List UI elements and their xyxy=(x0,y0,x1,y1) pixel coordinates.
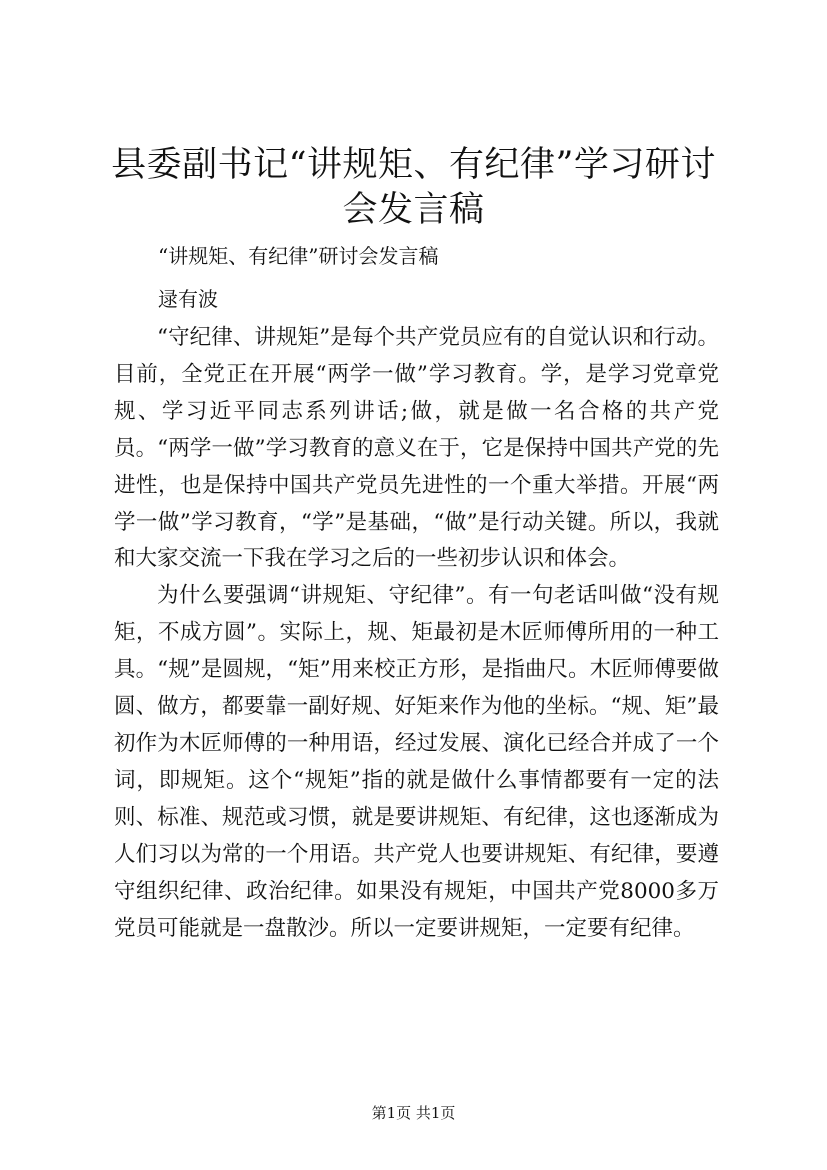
body-paragraph: 为什么要强调“讲规矩、守纪律”。有一句老话叫做“没有规矩，不成方圆”。实际上，规、矩最初是木匠师傅所用的一种工具。“规”是圆规，“矩”用来校正方形，是指曲尺。木匠师傅要做圆、做方，都要靠一副好规、好矩来作为他的坐标。“规、矩”最初作为木匠师傅的一种用语，经过发展、演化已经合并成了一个词，即规矩。这个“规矩”指的就是做什么事情都要有一定的法则、标准、规范或习惯，就是要讲规矩、有纪律，这也逐渐成为人们习以为常的一个用语。共产党人也要讲规矩、有纪律，要遵守组织纪律、政治纪律。如果没有规矩，中国共产党8000多万党员可能就是一盘散沙。所以一定要讲规矩，一定要有纪律。 xyxy=(114,583,719,941)
page-footer: 第1页 共1页 xyxy=(371,1104,456,1122)
document-body xyxy=(114,320,719,947)
document-subtitle: “讲规矩、有纪律”研讨会发言稿 xyxy=(158,244,439,268)
document-title: 县委副书记“讲规矩、有纪律”学习研讨会发言稿 xyxy=(111,145,716,230)
document-author: 逯有波 xyxy=(158,287,218,311)
body-paragraph: “守纪律、讲规矩”是每个共产党员应有的自觉认识和行动。目前，全党正在开展“两学一做”学习教育。学，是学习党章党规、学习近平同志系列讲话;做，就是做一名合格的共产党员。“两学一做”学习教育的意义在于，它是保持中国共产党的先进性，也是保持中国共产党员先进性的一个重大举措。开展“两学一做”学习教育，“学”是基础，“做”是行动关键。所以，我就和大家交流一下我在学习之后的一些初步认识和体会。 xyxy=(114,325,719,572)
